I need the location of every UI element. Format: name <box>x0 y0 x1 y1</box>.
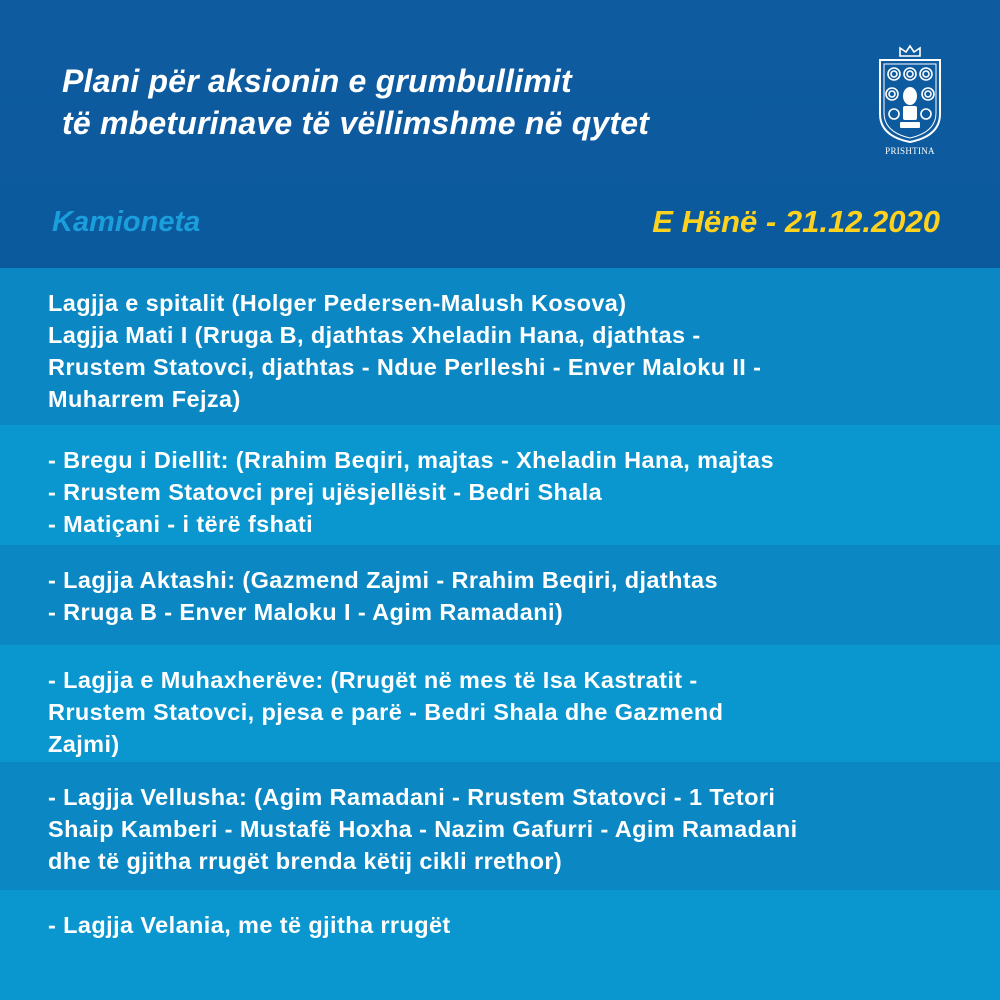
list-item <box>0 890 1000 1000</box>
title-line-1: Plani për aksionin e grumbullimit <box>62 63 572 99</box>
page-title <box>62 60 649 144</box>
list-item <box>0 268 1000 425</box>
list-item-line: - Lagjja Aktashi: (Gazmend Zajmi - Rrahim Beqiri, djathtas <box>48 567 719 593</box>
list-item <box>0 645 1000 762</box>
list-item-line: - Lagjja e Muhaxherëve: (Rrugët në mes të Isa Kastratit - <box>48 667 698 693</box>
title-line-2: të mbeturinave të vëllimshme në qytet <box>62 105 650 141</box>
list-item-line: - Lagjja Vellusha: (Agim Ramadani - Rrustem Statovci - 1 Tetori <box>48 784 776 810</box>
list-item-line: Rrustem Statovci, pjesa e parë - Bedri Shala dhe Gazmend <box>48 699 724 725</box>
schedule-list <box>0 268 1000 1000</box>
list-item-line: - Rrustem Statovci prej ujësjellësit - Bedri Shala <box>48 479 603 505</box>
vehicle-type-label: Kamioneta <box>52 206 201 238</box>
list-item-line: Muharrem Fejza) <box>48 386 241 412</box>
list-item-line: dhe të gjitha rrugët brenda këtij cikli rrethor) <box>48 848 563 874</box>
list-item-line: Shaip Kamberi - Mustafë Hoxha - Nazim Gafurri - Agim Ramadani <box>48 816 798 842</box>
header-banner <box>0 0 1000 268</box>
list-item-line: - Rruga B - Enver Maloku I - Agim Ramadani) <box>48 599 564 625</box>
list-item-line: Lagjja Mati I (Rruga B, djathtas Xheladin Hana, djathtas - <box>48 322 701 348</box>
schedule-date: E Hënë - 21.12.2020 <box>652 204 940 239</box>
logo-text: PRISHTINA <box>885 146 935 156</box>
list-item-line: Zajmi) <box>48 731 120 757</box>
list-item-line: - Lagjja Velania, me të gjitha rrugët <box>48 912 451 938</box>
list-item <box>0 425 1000 545</box>
list-item-line: - Matiçani - i tërë fshati <box>48 511 314 537</box>
list-item-line: Lagjja e spitalit (Holger Pedersen-Malush Kosova) <box>48 290 627 316</box>
list-item <box>0 545 1000 645</box>
list-item-line: Rrustem Statovci, djathtas - Ndue Perlleshi - Enver Maloku II - <box>48 354 762 380</box>
list-item <box>0 762 1000 890</box>
list-item-line: - Bregu i Diellit: (Rrahim Beqiri, majtas - Xheladin Hana, majtas <box>48 447 774 473</box>
